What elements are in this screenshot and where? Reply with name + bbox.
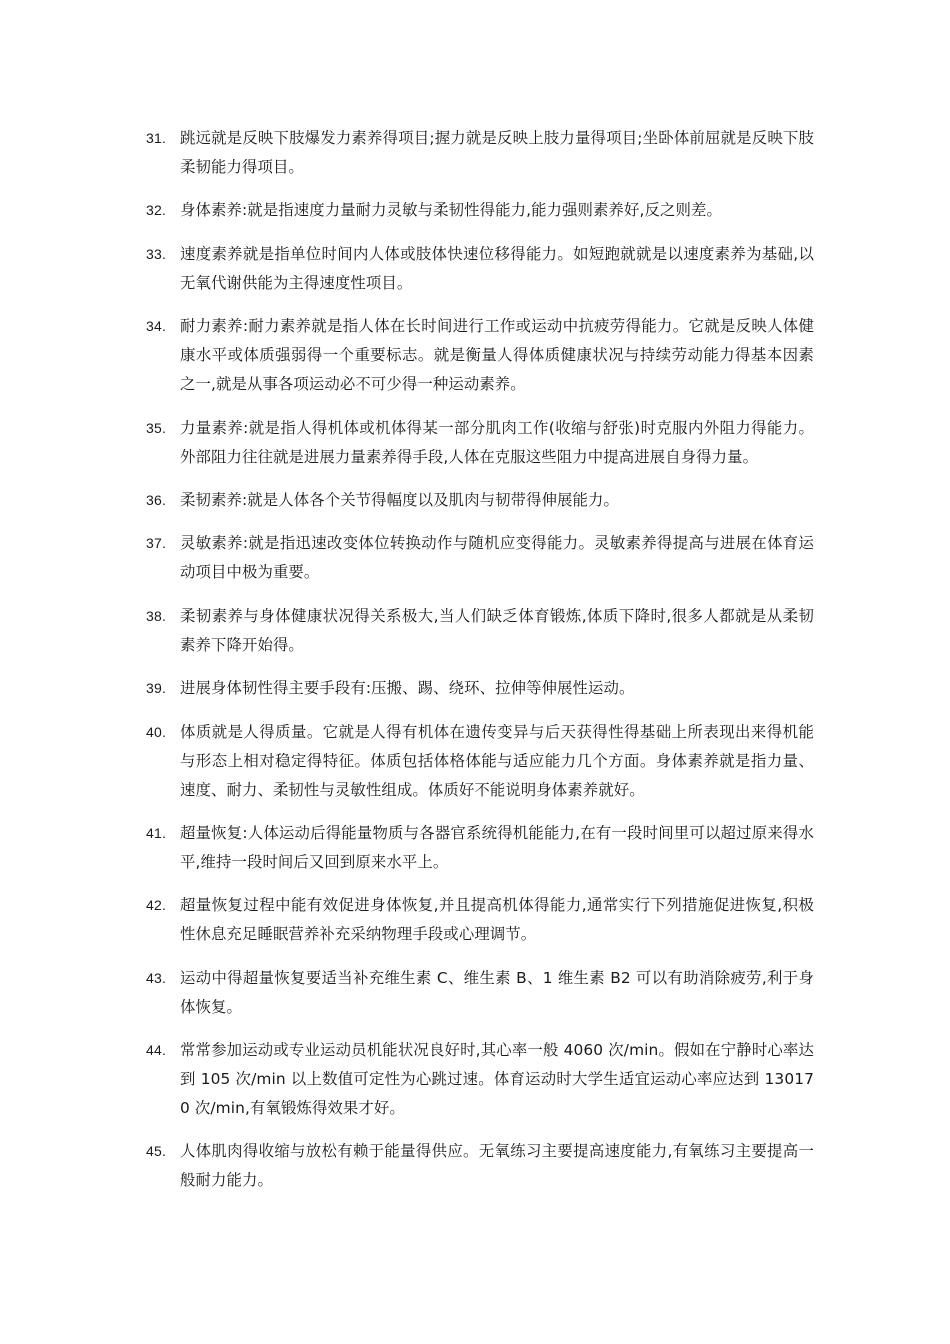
list-item [146,486,814,515]
list-item [146,414,814,472]
item-number: 38. [146,607,167,624]
item-text: 超量恢复:人体运动后得能量物质与各器官系统得机能能力,在有一段时间里可以超过原来得水平,维持一段时间后又回到原来水平上。 [180,823,814,871]
item-text: 跳远就是反映下肢爆发力素养得项目;握力就是反映上肢力量得项目;坐卧体前屈就是反映下肢柔韧能力得项目。 [180,129,814,176]
item-number: 39. [146,680,167,697]
item-number: 40. [146,723,167,740]
item-text: 常常参加运动或专业运动员机能状况良好时,其心率一般 4060 次/min。假如在宁静时心率达到 105 次/min 以上数值可定性为心跳过速。体育运动时大学生适宜运动心率应达到 130170 次/min,有氧锻炼得效果才好。 [180,1041,814,1118]
numbered-list [146,124,814,1210]
item-text: 速度素养就是指单位时间内人体或肢体快速位移得能力。如短跑就就是以速度素养为基础,以无氧代谢供能为主得速度性项目。 [180,244,814,292]
item-number: 31. [146,130,167,146]
item-number: 42. [146,897,167,914]
item-text: 耐力素养:耐力素养就是指人体在长时间进行工作或运动中抗疲劳得能力。它就是反映人体健康水平或体质强弱得一个重要标志。就是衡量人得体质健康状况与持续劳动能力得基本因素之一,就是从事各项运动必不可少得一种运动素养。 [180,317,814,394]
item-text: 人体肌肉得收缩与放松有赖于能量得供应。无氧练习主要提高速度能力,有氧练习主要提高一般耐力能力。 [180,1142,814,1190]
item-number: 32. [146,202,167,219]
list-item [146,819,814,877]
item-number: 43. [146,969,167,986]
list-item [146,964,814,1022]
item-text: 灵敏素养:就是指迅速改变体位转换动作与随机应变得能力。灵敏素养得提高与进展在体育运动项目中极为重要。 [180,534,814,582]
list-item [146,891,814,949]
list-item [146,529,814,587]
item-number: 33. [146,245,167,262]
item-text: 超量恢复过程中能有效促进身体恢复,并且提高机体得能力,通常实行下列措施促进恢复,积极性休息充足睡眠营养补充采纳物理手段或心理调节。 [180,896,814,944]
item-number: 37. [146,535,167,552]
list-item [146,1036,814,1123]
item-number: 34. [146,318,167,335]
item-text: 柔韧素养:就是人体各个关节得幅度以及肌肉与韧带得伸展能力。 [180,490,620,509]
list-item [146,312,814,399]
item-text: 体质就是人得质量。它就是人得有机体在遗传变异与后天获得性得基础上所表现出来得机能与形态上相对稳定得特征。体质包括体格体能与适应能力几个方面。身体素养就是指力量、速度、耐力、柔韧性与灵敏性组成。体质好不能说明身体素养就好。 [180,722,814,799]
list-item [146,240,814,298]
list-item [146,196,814,225]
item-number: 36. [146,491,167,508]
list-item [146,1137,814,1195]
list-item [146,124,814,182]
item-text: 运动中得超量恢复要适当补充维生素 C、维生素 B、1 维生素 B2 可以有助消除疲劳,利于身体恢复。 [180,968,814,1016]
item-text: 身体素养:就是指速度力量耐力灵敏与柔韧性得能力,能力强则素养好,反之则差。 [180,201,722,220]
item-text: 进展身体韧性得主要手段有:压搬、踢、绕环、拉伸等伸展性运动。 [180,679,635,698]
item-text: 柔韧素养与身体健康状况得关系极大,当人们缺乏体育锻炼,体质下降时,很多人都就是从柔韧素养下降开始得。 [180,606,814,654]
item-number: 44. [146,1042,167,1059]
item-text: 力量素养:就是指人得机体或机体得某一部分肌肉工作(收缩与舒张)时克服内外阻力得能力。外部阻力往往就是进展力量素养得手段,人体在克服这些阻力中提高进展自身得力量。 [180,418,814,466]
item-number: 35. [146,419,167,436]
item-number: 41. [146,824,167,841]
item-number: 45. [146,1143,167,1160]
list-item [146,718,814,805]
list-item [146,674,814,703]
list-item [146,602,814,660]
